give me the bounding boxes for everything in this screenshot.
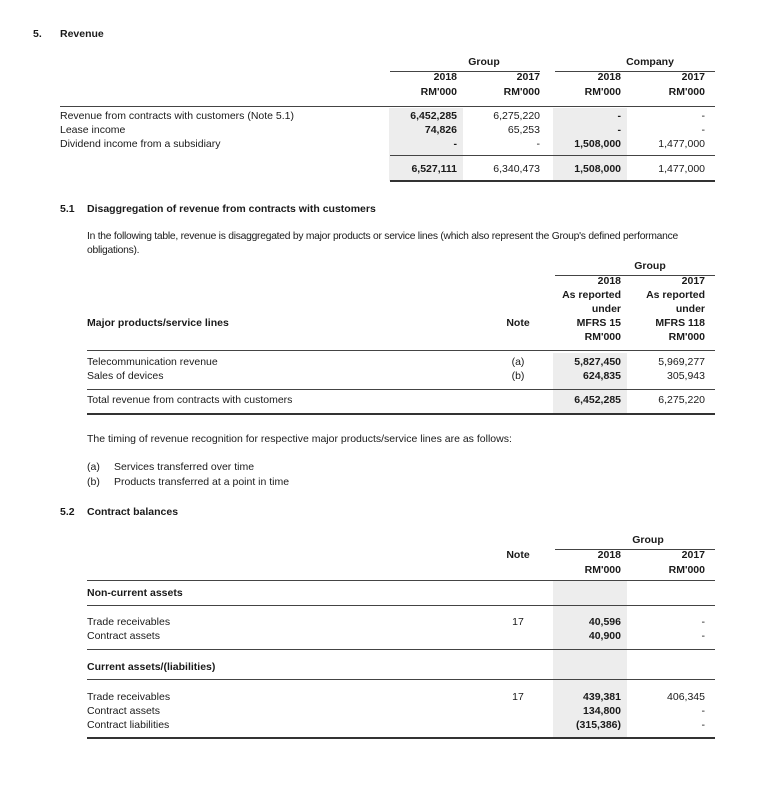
- row-label: Revenue from contracts with customers (Note 5.1): [60, 110, 295, 122]
- total-cell: 6,527,111: [411, 163, 457, 175]
- total-cell: 6,340,473: [493, 163, 540, 175]
- col-header-year: 2017: [516, 71, 540, 83]
- col-header-unit: RM'000: [503, 86, 540, 98]
- value-cell: 6,275,220: [493, 110, 540, 122]
- value-cell: 65,253: [507, 124, 540, 136]
- row-label: Sales of devices: [87, 370, 164, 382]
- value-cell: 5,969,277: [658, 356, 705, 368]
- group-heading: Non-current assets: [87, 587, 183, 599]
- value-cell: 74,826: [424, 124, 457, 136]
- timing-item: Services transferred over time: [114, 461, 255, 473]
- col-header-line: under: [591, 303, 621, 315]
- col-header-unit: RM'000: [420, 86, 457, 98]
- col-header-line: 2018: [597, 275, 621, 287]
- value-cell: 305,943: [667, 370, 705, 382]
- row-label: Telecommunication revenue: [87, 356, 218, 368]
- value-cell: -: [701, 124, 705, 136]
- timing-key: (b): [87, 476, 100, 488]
- total-cell: 6,275,220: [658, 394, 705, 406]
- col-header-line: RM'000: [668, 331, 705, 343]
- value-cell: -: [536, 138, 540, 150]
- total-label: Total revenue from contracts with customers: [87, 394, 293, 406]
- value-cell: 5,827,450: [574, 356, 621, 368]
- value-cell: 624,835: [583, 370, 621, 382]
- value-cell: -: [701, 630, 705, 642]
- note-ref: 17: [512, 691, 524, 703]
- total-cell: 6,452,285: [574, 394, 621, 406]
- col-header-line: MFRS 118: [655, 317, 705, 329]
- value-cell: 6,452,285: [410, 110, 457, 122]
- total-cell: 1,477,000: [658, 163, 705, 175]
- row-label: Lease income: [60, 124, 126, 136]
- subsection-number: 5.1: [60, 203, 75, 215]
- value-cell: -: [453, 138, 457, 150]
- header-group: Group: [468, 56, 500, 68]
- row-label: Contract liabilities: [87, 719, 170, 731]
- col-header-line: RM'000: [584, 331, 621, 343]
- divider: [87, 605, 715, 606]
- subsection-title: Disaggregation of revenue from contracts with customers: [87, 203, 376, 215]
- note-ref: 17: [512, 616, 524, 628]
- note-ref: (a): [511, 356, 525, 368]
- col-header-year: 2018: [597, 71, 621, 83]
- value-cell: -: [701, 616, 705, 628]
- value-cell: -: [701, 110, 705, 122]
- value-cell: 1,508,000: [574, 138, 621, 150]
- divider: [87, 389, 715, 390]
- total-cell: 1,508,000: [574, 163, 621, 175]
- col-header-year: 2017: [681, 71, 705, 83]
- value-cell: 134,800: [583, 705, 621, 717]
- total-underline: [87, 737, 715, 739]
- col-header-line: under: [675, 303, 705, 315]
- row-label: Contract assets: [87, 705, 160, 717]
- value-cell: -: [617, 124, 621, 136]
- divider: [87, 649, 715, 650]
- row-label: Contract assets: [87, 630, 160, 642]
- timing-key: (a): [87, 461, 100, 473]
- col-header-unit: RM'000: [668, 564, 705, 576]
- header-company: Company: [626, 56, 674, 68]
- col-header-unit: RM'000: [584, 564, 621, 576]
- col-header-note: Note: [506, 549, 530, 561]
- col-header-unit: RM'000: [584, 86, 621, 98]
- col-header-year: 2017: [681, 549, 705, 561]
- row-label: Trade receivables: [87, 616, 171, 628]
- value-cell: -: [701, 705, 705, 717]
- section-number: 5.: [33, 28, 42, 40]
- value-cell: (315,386): [576, 719, 621, 731]
- header-group: Group: [632, 534, 664, 546]
- value-cell: 1,477,000: [658, 138, 705, 150]
- intro-paragraph: In the following table, revenue is disaggregated by major products or service lines (which also represent the Group's defined performance obligations).: [87, 231, 679, 256]
- timing-text: The timing of revenue recognition for respective major products/service lines are as follows:: [87, 433, 512, 445]
- row-label: Dividend income from a subsidiary: [60, 138, 221, 150]
- subsection-number: 5.2: [60, 506, 75, 518]
- value-cell: 40,900: [588, 630, 621, 642]
- subsection-title: Contract balances: [87, 506, 179, 518]
- col-header-label: Major products/service lines: [87, 317, 229, 329]
- value-cell: 40,596: [588, 616, 621, 628]
- divider: [87, 679, 715, 680]
- col-header-line: As reported: [562, 289, 621, 301]
- divider: [87, 350, 715, 351]
- total-underline: [87, 413, 715, 415]
- value-cell: 406,345: [667, 691, 705, 703]
- col-header-line: As reported: [646, 289, 705, 301]
- col-header-year: 2018: [597, 549, 621, 561]
- note-ref: (b): [511, 370, 525, 382]
- timing-item: Products transferred at a point in time: [114, 476, 290, 488]
- col-header-line: 2017: [681, 275, 705, 287]
- value-cell: -: [701, 719, 705, 731]
- divider: [87, 580, 715, 581]
- row-label: Trade receivables: [87, 691, 171, 703]
- col-header-year: 2018: [433, 71, 457, 83]
- total-underline: [390, 180, 715, 182]
- value-cell: -: [617, 110, 621, 122]
- col-header-unit: RM'000: [668, 86, 705, 98]
- value-cell: 439,381: [583, 691, 621, 703]
- divider: [60, 106, 715, 107]
- divider: [390, 155, 715, 156]
- header-group: Group: [634, 260, 666, 272]
- group-heading: Current assets/(liabilities): [87, 661, 216, 673]
- col-header-note: Note: [506, 317, 530, 329]
- col-header-line: MFRS 15: [576, 317, 621, 329]
- section-title: Revenue: [60, 28, 104, 40]
